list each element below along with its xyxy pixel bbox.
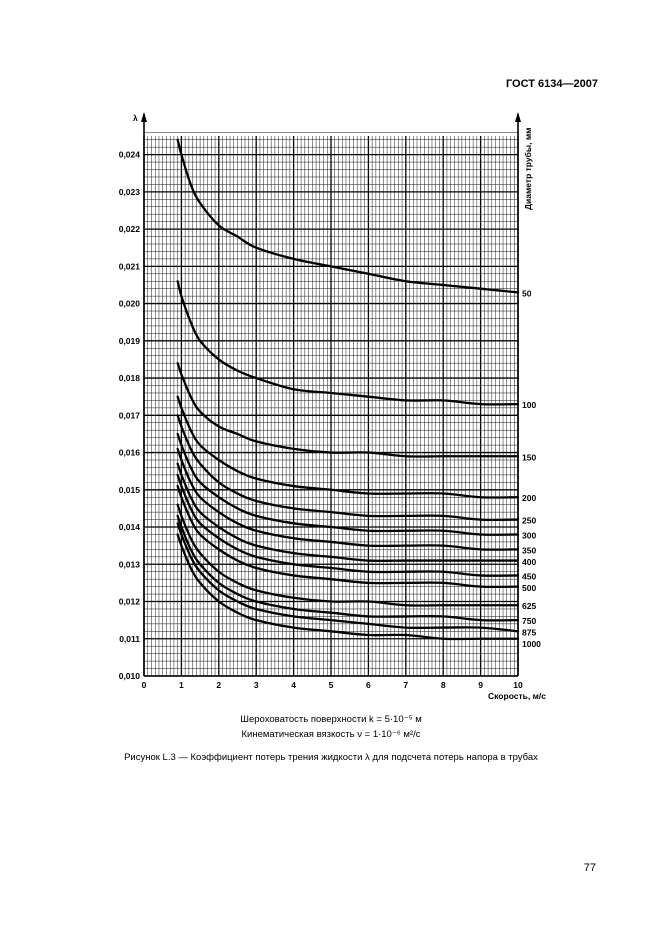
x-axis-label: Скорость, м/с: [488, 691, 546, 701]
document-header: ГОСТ 6134—2007: [505, 78, 598, 90]
y-tick-label: 0,022: [118, 224, 140, 235]
series-label-300: 300: [522, 530, 537, 541]
series-label-400: 400: [522, 556, 537, 567]
viscosity-note: Кинематическая вязкость ν = 1·10⁻⁶ м²/с: [241, 729, 421, 740]
y2-axis-arrow: [515, 112, 521, 122]
series-labels: [522, 288, 541, 649]
series-label-1000: 1000: [522, 639, 541, 650]
y-tick-label: 0,010: [118, 671, 140, 681]
x-tick-label: 5: [328, 680, 334, 690]
x-tick-label: 1: [179, 680, 184, 690]
x-tick-label: 6: [366, 680, 371, 690]
x-tick-label: 7: [403, 680, 409, 690]
series-label-750: 750: [522, 616, 537, 627]
series-label-50: 50: [522, 288, 532, 299]
x-tick-label: 8: [440, 680, 446, 690]
y-tick-label: 0,016: [118, 447, 140, 458]
series-label-450: 450: [522, 571, 537, 582]
secondary-axis-label: Диаметр трубы, мм: [523, 127, 533, 210]
x-tick-label: 2: [216, 680, 222, 690]
y-tick-label: 0,013: [118, 559, 140, 570]
y-axis-arrow: [141, 112, 147, 122]
series-label-500: 500: [522, 582, 537, 593]
y-tick-label: 0,023: [118, 186, 140, 197]
series-label-100: 100: [522, 400, 537, 411]
series-label-350: 350: [522, 545, 537, 556]
page-number: 77: [583, 862, 596, 874]
y-axis-label: λ: [133, 113, 138, 123]
y-tick-label: 0,021: [118, 261, 140, 272]
series-label-875: 875: [522, 627, 537, 638]
y-tick-label: 0,019: [118, 335, 140, 346]
figure-caption: Рисунок L.3 — Коэффициент потерь трения жидкости λ для подсчета потерь напора в трубах: [124, 752, 538, 763]
series-label-250: 250: [522, 515, 537, 526]
y-tick-label: 0,015: [118, 484, 140, 495]
y-tick-label: 0,012: [118, 596, 140, 607]
series-label-200: 200: [522, 493, 537, 504]
x-tick-label: 10: [513, 680, 523, 690]
y-tick-label: 0,011: [119, 633, 140, 644]
x-tick-label: 0: [141, 680, 147, 690]
y-tick-label: 0,024: [118, 149, 140, 160]
x-tick-label: 4: [291, 680, 296, 690]
y-tick-label: 0,014: [118, 522, 140, 533]
y-tick-label: 0,017: [118, 410, 140, 421]
y-tick-label: 0,018: [118, 373, 140, 384]
y-tick-label: 0,020: [118, 298, 140, 309]
x-tick-label: 9: [478, 680, 483, 690]
x-tick-label: 3: [253, 680, 259, 690]
roughness-note: Шероховатость поверхности k = 5·10⁻⁵ м: [240, 714, 422, 725]
series-label-150: 150: [522, 452, 537, 463]
series-label-625: 625: [522, 601, 537, 612]
